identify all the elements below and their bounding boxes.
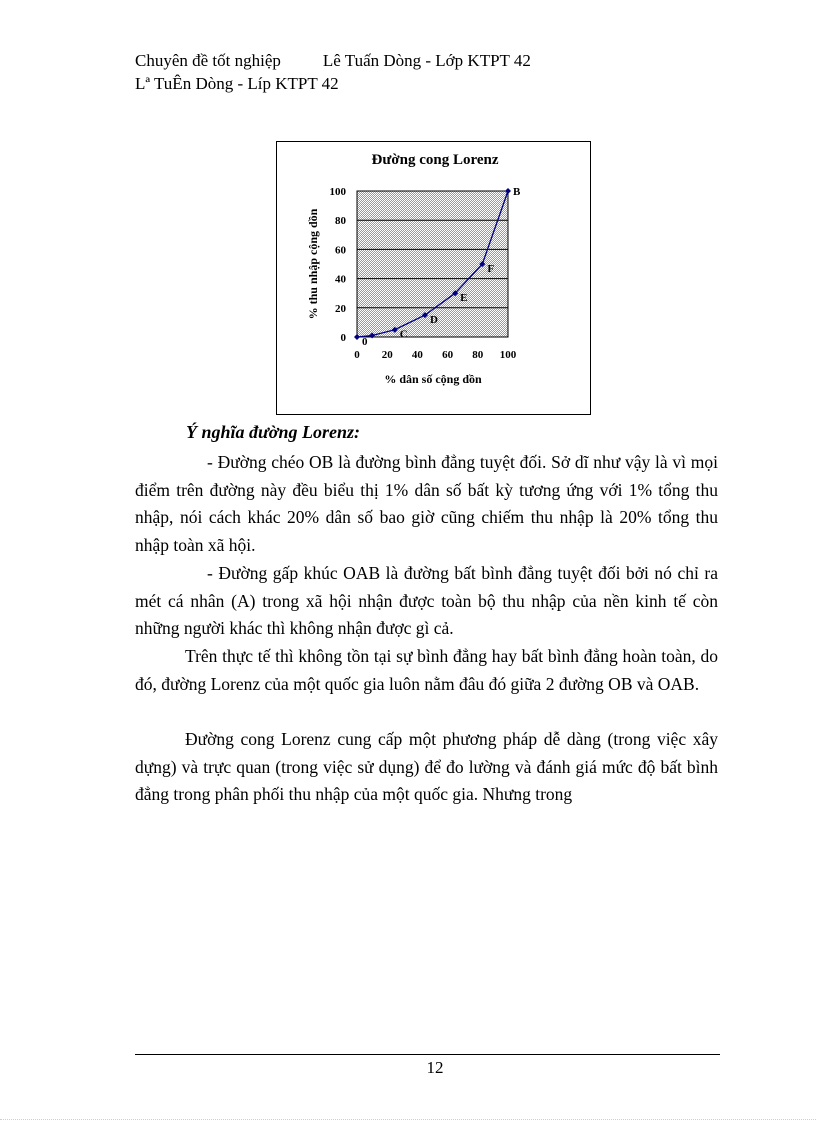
data-point-label: E — [460, 292, 468, 305]
x-axis-label: % dân số cộng dồn — [384, 372, 482, 386]
x-tick-label: 100 — [499, 349, 517, 361]
paragraph-3-text: Trên thực tế thì không tồn tại sự bình đẳng hay bất bình đẳng hoàn toàn, do đó, đường Lorenz của một quốc gia luôn nằm đâu đó giữa 2 đường OB và OAB. — [135, 646, 718, 694]
page-header-line-1 — [135, 51, 531, 71]
y-tick-label: 20 — [335, 302, 346, 315]
page-number: 12 — [426, 1058, 444, 1077]
header-document-title: Chuyên đề tốt nghiệp — [135, 51, 281, 70]
paragraph-3 — [135, 643, 718, 698]
paragraph-2-text: - Đường gấp khúc OAB là đường bất bình đẳng tuyệt đối bởi nó chỉ ra mét cá nhân (A) trong xã hội nhận được toàn bộ thu nhập của nền kinh tế còn những người khác thì không nhận được gì cả. — [135, 563, 718, 638]
paragraph-1-text: - Đường chéo OB là đường bình đẳng tuyệt đối. Sở dĩ như vậy là vì mọi điểm trên đường này đều biểu thị 1% dân số bất kỳ tương ứng với 1% tổng thu nhập, nói cách khác 20% dân số bao giờ cũng chiếm thu nhập là 20% tổng thu nhập toàn xã hội. — [135, 452, 718, 555]
section-heading: Ý nghĩa đường Lorenz: — [186, 422, 360, 442]
lorenz-chart-svg — [277, 142, 592, 416]
data-point-label: C — [399, 328, 408, 341]
data-point-label: B — [513, 186, 521, 198]
data-point-label: D — [429, 314, 438, 327]
y-tick-label: 100 — [329, 186, 346, 198]
header-author: Lê Tuấn Dòng - Lớp KTPT 42 — [322, 51, 531, 70]
x-tick-label: 60 — [442, 349, 454, 361]
x-tick-label: 0 — [354, 349, 360, 361]
x-tick-label: 40 — [411, 349, 423, 361]
x-tick-label: 80 — [472, 349, 484, 361]
paragraph-2 — [135, 560, 718, 643]
y-tick-label: 60 — [335, 244, 346, 257]
paragraph-1 — [135, 449, 718, 559]
data-point-label: 0 — [362, 336, 368, 348]
y-tick-label: 80 — [335, 215, 346, 228]
page-bottom-border — [0, 1119, 816, 1120]
page-header-line-2: Lª TuÊn Dòng - Líp KTPT 42 — [135, 74, 339, 93]
data-point-label: F — [487, 263, 495, 275]
paragraph-4 — [135, 726, 718, 809]
lorenz-chart — [276, 141, 591, 415]
y-tick-label: 40 — [335, 273, 346, 286]
footer-rule — [135, 1054, 720, 1055]
paragraph-4-text: Đường cong Lorenz cung cấp một phương pháp dễ dàng (trong việc xây dựng) và trực quan (trong việc sử dụng) để đo lường và đánh giá mức độ bất bình đẳng trong phân phối thu nhập của một quốc gia. Nhưng trong — [135, 729, 718, 804]
chart-title: Đường cong Lorenz — [371, 152, 499, 168]
y-axis-label: % thu nhập cộng dồn — [306, 208, 320, 320]
x-tick-label: 20 — [381, 349, 393, 361]
y-tick-label: 0 — [340, 332, 346, 344]
